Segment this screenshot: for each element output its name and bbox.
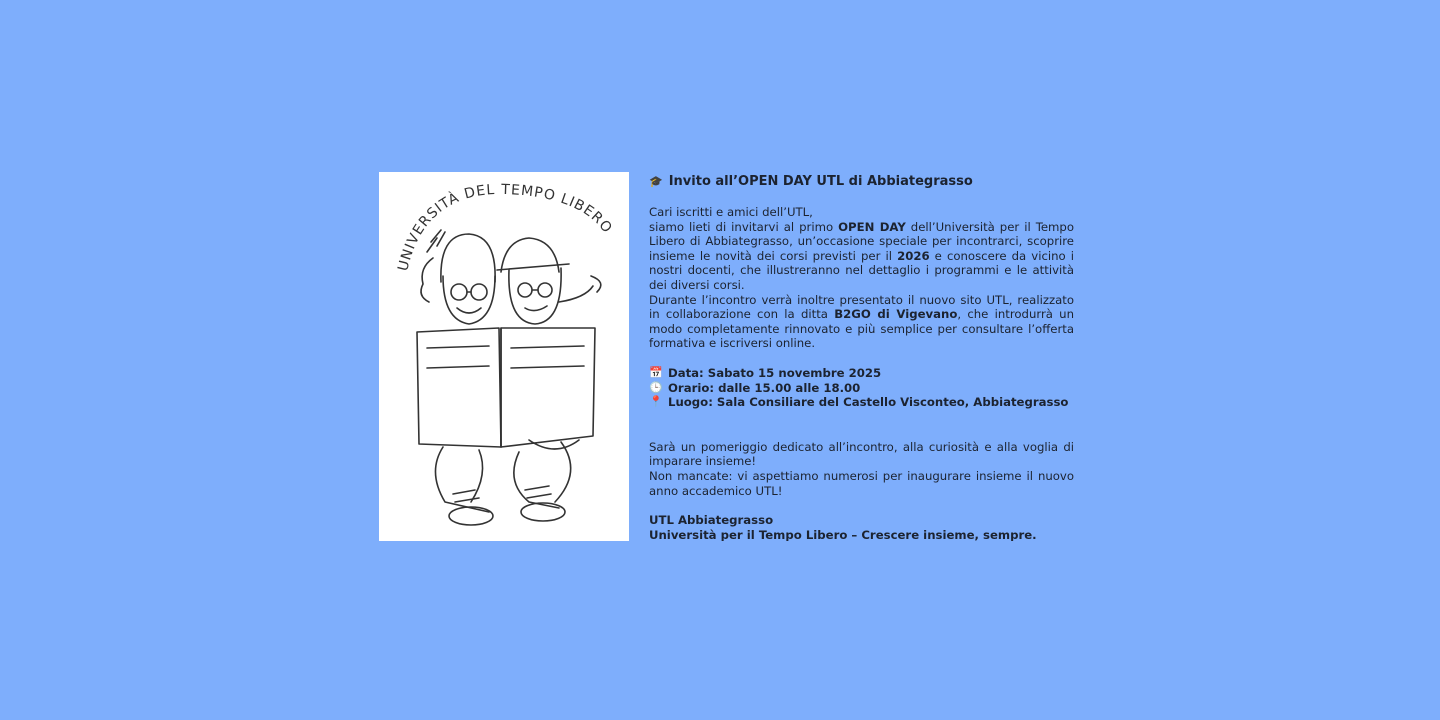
graduation-cap-icon: 🎓	[649, 175, 663, 188]
paragraph-new-site: Durante l’incontro verrà inoltre presentato il nuovo sito UTL, realizzato in collaborazione con la ditta B2GO di Vigevano, che introdurrà un modo completamente rinnovato e più semplice per consultare l’offerta formativa e iscriversi online.	[649, 292, 1074, 351]
invitation-text	[649, 172, 1074, 541]
event-place: 📍 Luogo: Sala Consiliare del Castello Visconteo, Abbiategrasso	[649, 395, 1069, 410]
closing-text-1: Sarà un pomeriggio dedicato all’incontro, alla curiosità e alla voglia di imparare insieme!	[649, 439, 1074, 469]
popup-title: 🎓 Invito all’OPEN DAY UTL di Abbiategrasso	[649, 174, 973, 189]
event-time: 🕒 Orario: dalle 15.00 alle 18.00	[649, 380, 861, 395]
greeting-text: Cari iscritti e amici dell’UTL,	[649, 205, 813, 219]
closing-text-2: Non mancate: vi aspettiamo numerosi per inaugurare insieme il nuovo anno accademico UTL!	[649, 468, 1074, 498]
paragraph-open-day: siamo lieti di invitarvi al primo OPEN DAY dell’Università per il Tempo Libero di Abbiategrasso, un’occasione speciale per incontrarci, scoprire insieme le novità dei corsi previsti per il 2026 e conoscere da vicino i nostri docenti, che illustreranno nel dettaglio i programmi e le attività dei diversi corsi.	[649, 219, 1074, 292]
calendar-icon: 📅	[649, 365, 663, 379]
clock-icon: 🕒	[649, 380, 663, 394]
signature-org: UTL Abbiategrasso	[649, 513, 774, 528]
utl-logo-image	[379, 172, 629, 541]
pin-icon: 📍	[649, 395, 663, 409]
signature-motto: Università per il Tempo Libero – Crescere insieme, sempre.	[649, 527, 1037, 541]
event-date: 📅 Data: Sabato 15 novembre 2025	[649, 365, 882, 380]
open-day-popup	[379, 172, 1079, 541]
svg-text:UNIVERSITÀ DEL TEMPO LIBERO: UNIVERSITÀ DEL TEMPO LIBERO	[395, 181, 616, 273]
